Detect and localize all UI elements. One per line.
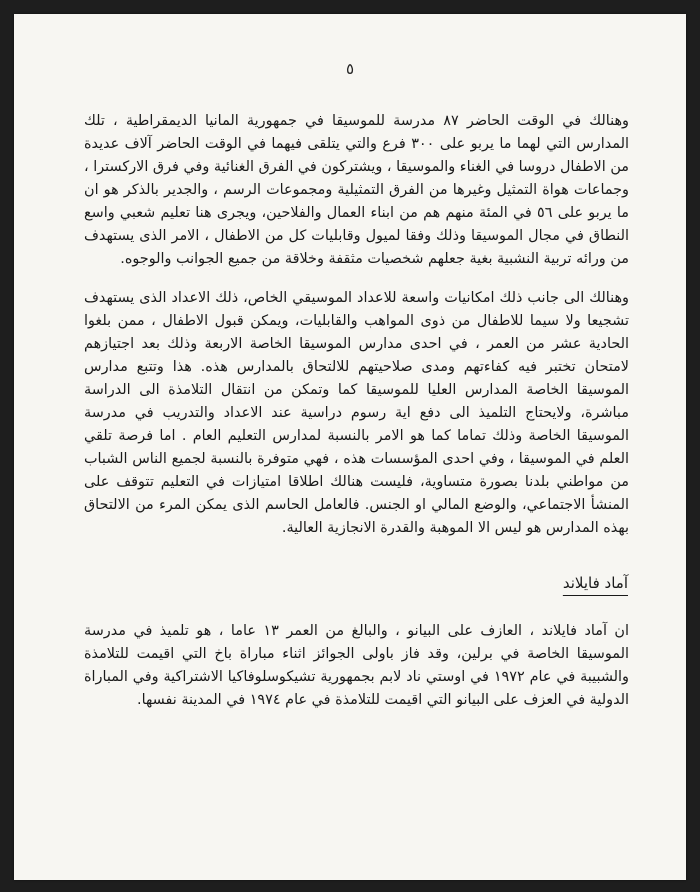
section-heading: آماد فايلاند [562, 574, 628, 592]
body-text-after-heading [84, 620, 629, 728]
page-number: ٥ [345, 60, 355, 78]
paragraph-3: ان آماد فايلاند ، العازف على البيانو ، والبالغ من العمر ١٣ عاما ، هو تلميذ في مدرسة الموسيقا الخاصة في برلين، وقد فاز باولى الجوائز اثناء مباراة باخ التي اقيمت للتلامذة والشبيبة في عام ١٩٧٢ في اوستي ناد لابم بجمهورية تشيكوسلوفاكيا الاشتراكية وفي المباراة الدولية في العزف على البيانو التي اقيمت للتلامذة في عام ١٩٧٤ في المدينة نفسها. [84, 623, 629, 708]
paragraph-2: وهنالك الى جانب ذلك امكانيات واسعة للاعداد الموسيقي الخاص، ذلك الاعداد الذى يستهدف تشجيعا ولا سيما للاطفال من ذوى المواهب والقابليات، ويمكن قبول الاطفال ، ممن بلغوا الحادية عشر من العمر ، في احدى مدارس الموسيقا الخاصة الاربعة وذلك بعد اجتيازهم لامتحان تختبر فيه كفاءتهم ومدى صلاحيتهم للالتحاق بالمدارس هذه. هذا وتتبع مدارس الموسيقا الخاصة المدارس العليا للموسيقا كما وتمكن من انتقال التلامذة الى الدراسة مباشرة، ولايحتاج التلميذ الى دفع اية رسوم دراسية عند الاعداد والتدريب في مدرسة الموسيقا الخاصة وذلك تماما كما هو الامر بالنسبة لمدارس التعليم العام . اما فرصة تلقي العلم في الموسيقا ، وفي احدى المؤسسات هذه ، فهي متوفرة بالنسبة لجميع الناس الشباب من مواطني بلدنا بصورة متساوية، فليست هنالك اطلاقا امتيازات في التعليم تتوقف على المنشأ الاجتماعي، والوضع المالي او الجنس. فالعامل الحاسم الذى يمكن المرء من الالتحاق بهذه المدارس هو ليس الا الموهبة والقدرة الانجازية العالية. [84, 290, 629, 536]
paragraph-1: وهنالك في الوقت الحاضر ٨٧ مدرسة للموسيقا في جمهورية المانيا الديمقراطية ، تلك المدارس التي لهما ما يربو على ٣٠٠ فرع والتي يتلقى فيهما في الوقت الحاضر آلاف عديدة من الاطفال دروسا في الغناء والموسيقا ، ويشتركون في الفرق الغنائية وفي فرق الاركسترا ، وجماعات هواة التمثيل وغيرها من الفرق التمثيلية ومجموعات الرسم ، والجدير بالذكر هو ان ما يربو على ٥٦ في المئة منهم هم من ابناء العمال والفلاحين، ويجرى هنا تعليم شعبي واسع النطاق في مجال الموسيقا وذلك وفقا لميول وقابليات كل من الاطفال ، الامر الذى يستهدف من ورائه تربية النشبية بغية جعلهم شخصيات مثقفة وخلاقة من جميع الجوانب والوجوه. [84, 113, 630, 267]
document-page [14, 14, 686, 880]
body-text [84, 110, 629, 556]
